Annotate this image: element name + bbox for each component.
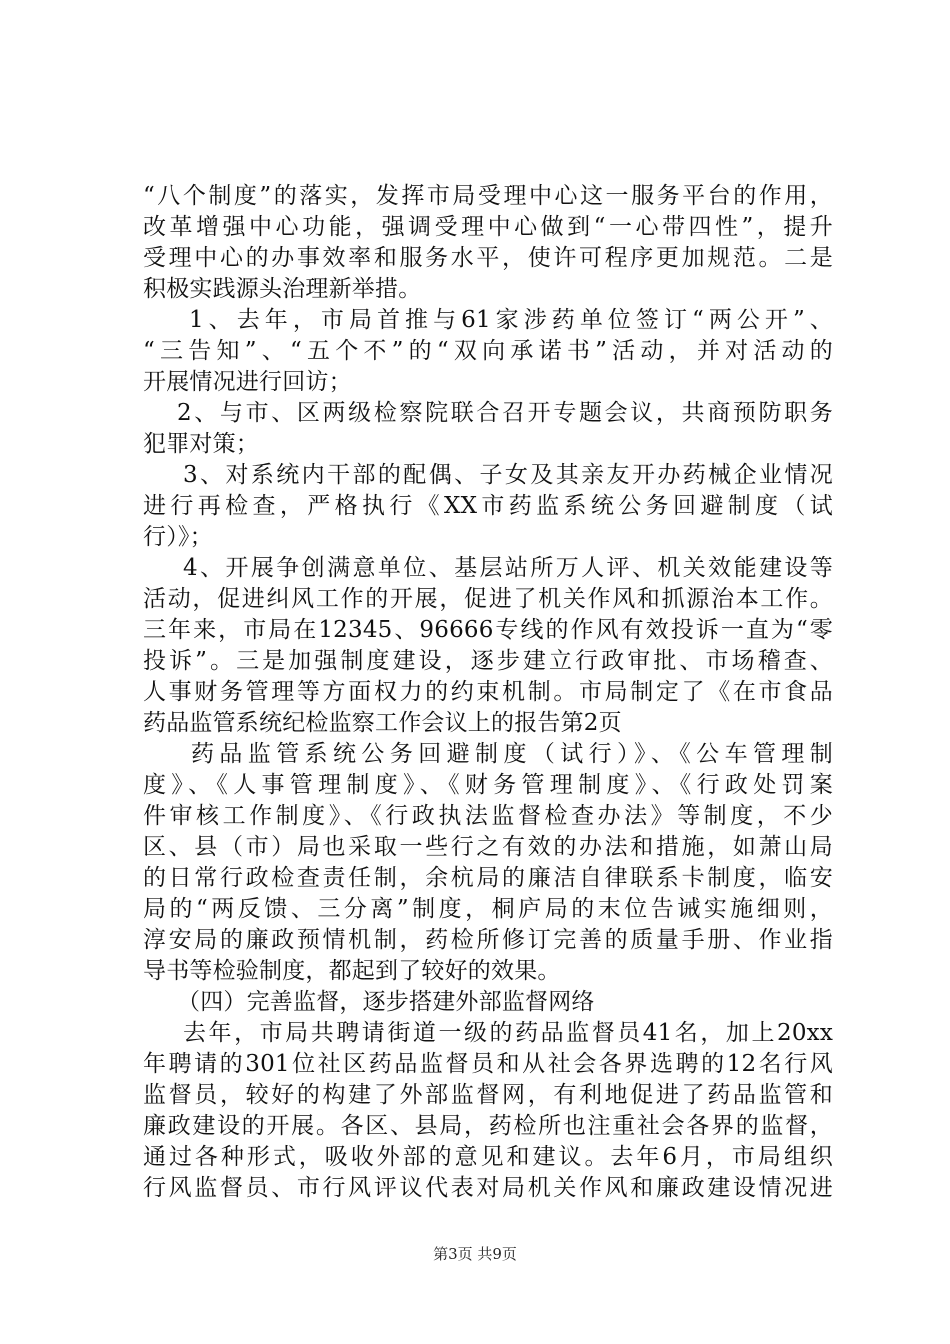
text-line: 通过各种形式，吸收外部的意见和建议。去年6月，市局组织 [143,1144,833,1170]
text-line: 的日常行政检查责任制，余杭局的廉洁自律联系卡制度，临安 [143,865,833,891]
text-line: “八个制度”的落实，发挥市局受理中心这一服务平台的作用， [143,183,833,209]
text-line: 改革增强中心功能，强调受理中心做到“一心带四性”，提升 [143,214,833,240]
text-line: 4、开展争创满意单位、基层站所万人评、机关效能建设等 [183,555,833,581]
section-heading: （四）完善监督，逐步搭建外部监督网络 [177,989,595,1015]
text-line: 度》、《人事管理制度》、《财务管理制度》、《行政处罚案 [143,772,833,798]
text-line: 积极实践源头治理新举措。 [143,276,422,302]
text-line: 廉政建设的开展。各区、县局，药检所也注重社会各界的监督， [143,1113,833,1139]
document-body [143,181,833,1204]
text-line: 去年，市局共聘请街道一级的药品监督员41名，加上20xx [183,1020,833,1046]
text-line: 活动，促进纠风工作的开展，促进了机关作风和抓源治本工作。 [143,586,833,612]
text-line: 淳安局的廉政预情机制，药检所修订完善的质量手册、作业指 [143,927,833,953]
text-line: 药品监管系统纪检监察工作会议上的报告第2页 [143,710,622,736]
text-line: 开展情况进行回访； [143,369,352,395]
text-line: 年聘请的301位社区药品监督员和从社会各界选聘的12名行风 [143,1051,833,1077]
text-line: 件审核工作制度》、《行政执法监督检查办法》等制度，不少 [143,803,833,829]
text-line: 局的“两反馈、三分离”制度，桐庐局的末位告诫实施细则， [143,896,833,922]
text-line: 人事财务管理等方面权力的约束机制。市局制定了《在市食品 [143,679,833,705]
text-line: 区、县（市）局也采取一些行之有效的办法和措施，如萧山局 [143,834,833,860]
text-line: 进行再检查，严格执行《XX市药监系统公务回避制度（试 [143,493,833,519]
text-line: 监督员，较好的构建了外部监督网，有利地促进了药品监管和 [143,1082,833,1108]
text-line: 行）》； [143,524,213,550]
text-line: 三年来，市局在12345、96666专线的作风有效投诉一直为“零 [143,617,833,643]
text-line: 药品监管系统公务回避制度（试行）》、《公车管理制 [191,741,833,767]
text-line: 受理中心的办事效率和服务水平，使许可程序更加规范。二是 [143,245,833,271]
text-line: 导书等检验制度，都起到了较好的效果。 [143,958,561,984]
text-line: 犯罪对策； [143,431,259,457]
text-line: 投诉”。三是加强制度建设，逐步建立行政审批、市场稽查、 [143,648,833,674]
text-line: 1、去年，市局首推与61家涉药单位签订“两公开”、 [189,307,833,333]
text-line: 3、对系统内干部的配偶、子女及其亲友开办药械企业情况 [183,462,833,488]
text-line: “三告知”、“五个不”的“双向承诺书”活动，并对活动的 [143,338,833,364]
text-line: 2、与市、区两级检察院联合召开专题会议，共商预防职务 [177,400,833,426]
page-footer: 第3页 共9页 [433,1245,517,1263]
text-line: 行风监督员、市行风评议代表对局机关作风和廉政建设情况进 [143,1175,833,1201]
